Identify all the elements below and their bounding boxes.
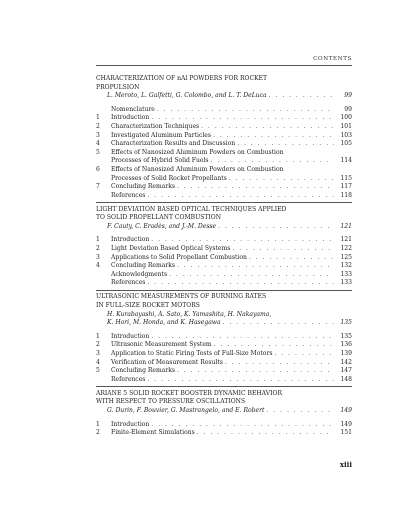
chapter-divider bbox=[96, 386, 352, 387]
section-number: 3 bbox=[96, 350, 100, 357]
leader-dots bbox=[147, 192, 334, 201]
page-number: xiii bbox=[339, 460, 352, 469]
section-title: Nomenclature bbox=[111, 105, 155, 113]
section-title: Application to Static Firing Tests of Full-Size Motors bbox=[111, 350, 273, 357]
leader-dots bbox=[269, 92, 334, 101]
toc-entry bbox=[96, 132, 352, 141]
section-title: References bbox=[111, 279, 146, 287]
section-number: 3 bbox=[96, 131, 100, 139]
section-number: 3 bbox=[96, 253, 100, 261]
leader-dots bbox=[211, 157, 334, 166]
leader-dots bbox=[157, 106, 334, 115]
leader-dots bbox=[151, 236, 334, 245]
section-page: 117 bbox=[340, 183, 352, 191]
section-page: 122 bbox=[340, 245, 352, 253]
section-title: References bbox=[111, 375, 146, 383]
section-page: 121 bbox=[340, 236, 352, 244]
section-page: 132 bbox=[340, 262, 352, 270]
section-number: 5 bbox=[96, 148, 100, 156]
leader-dots bbox=[274, 350, 334, 359]
section-title: Processes of Hybrid Solid Fuels bbox=[111, 157, 209, 165]
section-title: Effects of Nanosized Aluminum Powders on Combustion bbox=[111, 148, 284, 156]
section-page: 133 bbox=[340, 270, 352, 278]
section-title: Ultrasonic Measurement System bbox=[111, 341, 212, 349]
toc-entry bbox=[96, 254, 352, 263]
section-page: 149 bbox=[340, 420, 352, 428]
section-page: 99 bbox=[344, 105, 352, 113]
toc-chapter bbox=[96, 202, 352, 288]
section-title: Introduction bbox=[111, 114, 150, 122]
chapter-divider bbox=[96, 290, 352, 291]
toc-entry bbox=[96, 149, 352, 158]
leader-dots bbox=[232, 245, 334, 254]
toc-entry bbox=[96, 376, 352, 385]
authors-page: 135 bbox=[340, 319, 352, 327]
toc-entry bbox=[96, 140, 352, 149]
leader-dots bbox=[223, 319, 334, 328]
leader-dots bbox=[151, 114, 334, 123]
section-title: Concluding Remarks bbox=[111, 367, 175, 375]
chapter-title: ARIANE 5 SOLID ROCKET BOOSTER DYNAMIC BEHAVIOR bbox=[96, 389, 282, 397]
section-page: 139 bbox=[340, 350, 352, 357]
toc-chapter bbox=[96, 386, 352, 437]
chapter-title: WITH RESPECT TO PRESSURE OSCILLATIONS bbox=[96, 398, 246, 406]
toc-chapter bbox=[96, 75, 352, 200]
chapter-title: LIGHT DEVIATION BASED OPTICAL TECHNIQUES APPLIED bbox=[96, 205, 287, 213]
toc-entry bbox=[96, 350, 352, 359]
toc-entry bbox=[96, 333, 352, 342]
toc-entry bbox=[96, 341, 352, 350]
chapter-title: IN FULL-SIZE ROCKET MOTORS bbox=[96, 302, 200, 310]
chapter-authors bbox=[96, 92, 352, 101]
toc-entry bbox=[96, 367, 352, 376]
section-page: 133 bbox=[340, 279, 352, 287]
authors-text: G. Durin, F. Bouvier, G. Mastrangelo, and E. Robert bbox=[107, 406, 265, 414]
authors-text: H. Kurabayashi, A. Sato, K. Yamashita, H. Nakayama, bbox=[107, 310, 272, 318]
section-page: 125 bbox=[340, 253, 352, 261]
authors-text: F. Cauty, C. Eradès, and J.-M. Desse bbox=[107, 222, 217, 230]
section-page: 118 bbox=[340, 191, 352, 199]
section-title: Characterization Techniques bbox=[111, 122, 200, 130]
authors-text: L. Meroto, L. Galfetti, G. Colombo, and L. T. DeLuca bbox=[107, 92, 267, 100]
leader-dots bbox=[177, 262, 334, 271]
chapter-authors bbox=[96, 319, 352, 328]
chapter-authors bbox=[96, 407, 352, 416]
section-title: Finite-Element Simulations bbox=[111, 429, 195, 437]
leader-dots bbox=[237, 140, 334, 149]
toc-entry bbox=[96, 183, 352, 192]
leader-dots bbox=[214, 341, 334, 350]
toc-entry bbox=[96, 245, 352, 254]
section-title: Investigated Aluminum Particles bbox=[111, 131, 211, 139]
toc-entry bbox=[96, 429, 352, 438]
header-rule bbox=[96, 65, 352, 66]
authors-page: 99 bbox=[344, 92, 352, 100]
toc-entry bbox=[96, 192, 352, 201]
leader-dots bbox=[218, 223, 334, 232]
section-title: References bbox=[111, 191, 146, 199]
section-page: 136 bbox=[340, 341, 352, 349]
toc-entry bbox=[96, 271, 352, 280]
leader-dots bbox=[249, 254, 334, 263]
authors-page: 149 bbox=[340, 406, 352, 414]
section-number: 5 bbox=[96, 367, 100, 375]
section-title: Introduction bbox=[111, 420, 150, 428]
leader-dots bbox=[213, 132, 334, 141]
section-page: 114 bbox=[340, 157, 352, 165]
section-title: Introduction bbox=[111, 236, 150, 244]
leader-dots bbox=[225, 359, 334, 368]
section-number: 4 bbox=[96, 358, 100, 366]
chapter-authors bbox=[96, 223, 352, 232]
chapter-authors bbox=[96, 311, 352, 320]
chapter-divider bbox=[96, 202, 352, 203]
section-title: Effects of Nanosized Aluminum Powders on Combustion bbox=[111, 165, 284, 173]
toc-entry bbox=[96, 166, 352, 175]
section-page: 100 bbox=[340, 114, 352, 122]
section-title: Introduction bbox=[111, 332, 150, 340]
toc-entry bbox=[96, 279, 352, 288]
section-page: 142 bbox=[340, 358, 352, 366]
section-number: 1 bbox=[96, 420, 100, 428]
table-of-contents bbox=[96, 75, 352, 438]
section-page: 147 bbox=[340, 367, 352, 375]
toc-entry bbox=[96, 123, 352, 132]
section-title: Concluding Remarks bbox=[111, 262, 175, 270]
leader-dots bbox=[147, 279, 334, 288]
chapter-title: ULTRASONIC MEASUREMENTS OF BURNING RATES bbox=[96, 293, 267, 301]
toc-entry bbox=[96, 236, 352, 245]
section-title: Concluding Remarks bbox=[111, 183, 175, 191]
section-number: 1 bbox=[96, 332, 100, 340]
toc-entry bbox=[96, 175, 352, 184]
section-number: 1 bbox=[96, 236, 100, 244]
authors-text: K. Hori, M. Honda, and K. Hasegawa bbox=[107, 319, 221, 327]
section-number: 1 bbox=[96, 114, 100, 122]
leader-dots bbox=[177, 367, 334, 376]
section-number: 2 bbox=[96, 122, 100, 130]
section-title: Light Deviation Based Optical Systems bbox=[111, 245, 231, 253]
section-title: Processes of Solid Rocket Propellants bbox=[111, 174, 227, 182]
toc-entry bbox=[96, 262, 352, 271]
section-number: 7 bbox=[96, 183, 100, 191]
leader-dots bbox=[229, 175, 334, 184]
toc-entry bbox=[96, 359, 352, 368]
leader-dots bbox=[151, 333, 334, 342]
section-number: 2 bbox=[96, 245, 100, 253]
leader-dots bbox=[151, 421, 334, 430]
section-number: 6 bbox=[96, 165, 100, 173]
section-page: 151 bbox=[340, 429, 352, 437]
leader-dots bbox=[177, 183, 334, 192]
section-page: 135 bbox=[340, 332, 352, 340]
chapter-title: CHARACTERIZATION OF nAl POWDERS FOR ROCKET bbox=[96, 75, 268, 82]
section-page: 105 bbox=[340, 140, 352, 148]
leader-dots bbox=[201, 123, 334, 132]
toc-entry bbox=[96, 114, 352, 123]
leader-dots bbox=[266, 407, 334, 416]
section-number: 4 bbox=[96, 140, 100, 148]
chapter-title: PROPULSION bbox=[96, 83, 140, 91]
toc-entry bbox=[96, 421, 352, 430]
toc-entry bbox=[96, 106, 352, 115]
authors-page: 121 bbox=[340, 222, 352, 230]
section-number: 4 bbox=[96, 262, 100, 270]
running-head: CONTENTS bbox=[313, 56, 352, 62]
section-number: 2 bbox=[96, 429, 100, 437]
section-page: 148 bbox=[340, 375, 352, 383]
chapter-title: TO SOLID PROPELLANT COMBUSTION bbox=[96, 214, 222, 222]
section-title: Characterization Results and Discussion bbox=[111, 140, 236, 148]
section-page: 101 bbox=[340, 122, 352, 130]
leader-dots bbox=[169, 271, 334, 280]
section-page: 115 bbox=[340, 174, 352, 182]
section-title: Verification of Measurement Results bbox=[111, 358, 223, 366]
section-title: Applications to Solid Propellant Combustion bbox=[111, 253, 247, 261]
section-title: Acknowledgments bbox=[111, 270, 168, 278]
leader-dots bbox=[147, 376, 334, 385]
leader-dots bbox=[197, 429, 334, 438]
toc-entry bbox=[96, 157, 352, 166]
toc-chapter bbox=[96, 290, 352, 384]
section-page: 103 bbox=[340, 131, 352, 139]
section-number: 2 bbox=[96, 341, 100, 349]
